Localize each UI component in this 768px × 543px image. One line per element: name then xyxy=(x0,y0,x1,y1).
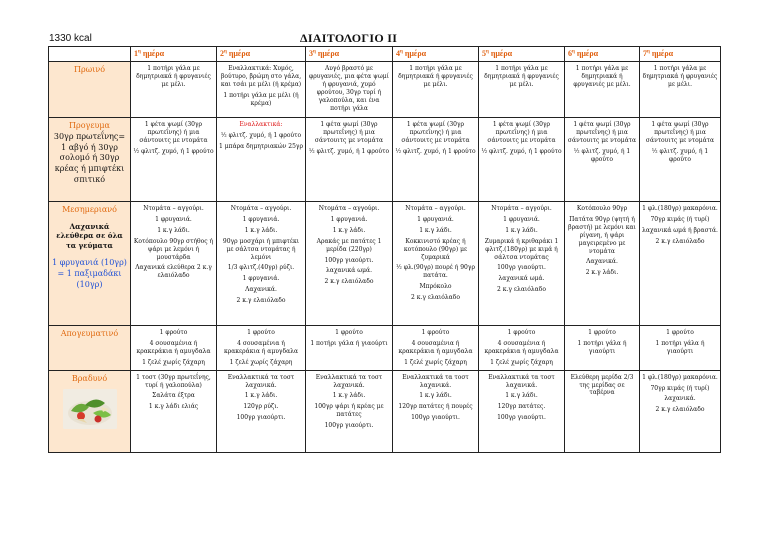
meal-cell: Ντομάτα – αγγούρι. 1 φρυγανιά. 1 κ.γ λάδι. 90γρ μοσχάρι ή μπιφτέκι με σάλτσα ντομάτας ή λεμόνι 1/3 φλιτζ.(40γρ) ρύζι. 1 φρυγανιά. Λαχανικά. 2 κ.γ ελαιόλαδο xyxy=(217,202,306,326)
calorie-label: 1330 kcal xyxy=(49,33,92,44)
meal-cell: Εναλλακτικά τα τοστ λαχανικά. 1 κ.γ λάδι. 120γρ πατάτες. 100γρ γιαούρτι. xyxy=(479,370,565,452)
meal-cell: Αυγό βραστό με φρυγανιές, μια φέτα ψωμί ή φρυγανιά, χυμό φρούτου, 30γρ τυρί ή γαλοπούλα, και ένα ποτήρι γάλα xyxy=(306,62,393,118)
meal-row-afternoon xyxy=(49,326,721,371)
meal-cell: Ντομάτα – αγγούρι. 1 φρυγανιά. 1 κ.γ λάδι. Κοτόπουλο 90γρ στήθος ή ψάρι με λεμόνι ή μουστάρδα Λαχανικά ελεύθερα 2 κ.γ ελαιόλαδο xyxy=(131,202,217,326)
meal-cell: 1 φέτα ψωμί (30γρ πρωτεΐνης) ή μια σάντουιτς με ντομάτα ½ φλιτζ. χυμό, ή 1 φρούτο xyxy=(306,118,393,202)
header-row xyxy=(49,47,721,62)
meal-label: Απογευματινό xyxy=(49,326,131,371)
meal-cell: Ντομάτα – αγγούρι. 1 φρυγανιά. 1 κ.γ λάδι. Αρακάς με πατάτες 1 μερίδα (220γρ) 100γρ γιαούρτι. λαχανικά ωμά. 2 κ.γ ελαιόλαδο xyxy=(306,202,393,326)
page-title: ΔΙΑΙΤΟΛΟΓΙΟ ΙΙ xyxy=(300,31,398,45)
meal-cell: Εναλλακτικά τα τοστ λαχανικά. 1 κ.γ λάδι. 120γρ πατάτες ή πουρές 100γρ γιαούρτι. xyxy=(393,370,479,452)
salad-image-icon xyxy=(63,389,117,429)
day-header: $1^\eta$ ημέρα xyxy=(131,47,217,62)
meal-cell: 1 φέτα ψωμί (30γρ πρωτεΐνης) ή μια σάντουιτς με ντομάτα ½ φλιτζ. χυμό, ή 1 φρούτο xyxy=(565,118,640,202)
meal-row-snack xyxy=(49,118,721,202)
meal-cell: 1 ποτήρι γάλα με δημητριακά ή φρυγανιές με μέλι. xyxy=(565,62,640,118)
meal-cell: 1 φλ.(180γρ) μακαρόνια. 70γρ κιμάς (ή τυρί) λαχανικά ωμά ή βραστά. 2 κ.γ ελαιόλαδο xyxy=(640,202,721,326)
meal-cell: 1 φρούτο 4 σουσαμένια ή κρακεράκια ή αμυγδαλα 1 ζελέ χωρίς ζάχαρη xyxy=(131,326,217,371)
day-header: $2^\eta$ ημέρα xyxy=(217,47,306,62)
meal-cell: 1 φρούτο 1 ποτήρι γάλα ή γιαούρτι xyxy=(565,326,640,371)
meal-cell: 1 ποτήρι γάλα με δημητριακά ή φρυγανιές με μέλι. xyxy=(131,62,217,118)
meal-cell: 1 ποτήρι γάλα με δημητριακά ή φρυγανιές με μέλι. xyxy=(640,62,721,118)
header-corner xyxy=(49,47,131,62)
meal-row-breakfast xyxy=(49,62,721,118)
meal-label: Βραδυνό xyxy=(49,370,131,452)
salad-photo xyxy=(63,389,117,429)
meal-cell: 1 φέτα ψωμί (30γρ πρωτεΐνης) ή μια σάντουιτς με ντομάτα ½ φλιτζ. χυμό, ή 1 φρούτο xyxy=(131,118,217,202)
meal-cell: 1 φρούτο 4 σουσαμένια ή κρακεράκια ή αμυγδαλα 1 ζελέ χωρίς ζάχαρη xyxy=(479,326,565,371)
meal-cell: 1 φρούτο 4 σουσαμένια ή κρακεράκια ή αμυγδαλα 1 ζελέ χωρίς ζάχαρη xyxy=(217,326,306,371)
meal-label: Προγευμα 30γρ πρωτεΐνης= 1 αβγό ή 30γρ σολομό ή 30γρ κρέας ή μπιφτέκι σπιτικό xyxy=(49,118,131,202)
meal-cell: Εναλλακτικά τα τοστ λαχανικά. 1 κ.γ λάδι. 100γρ ψάρι ή κρέας με πατάτες 100γρ γιαούρτι. xyxy=(306,370,393,452)
meal-cell: 1 ποτήρι γάλα με δημητριακά ή φρυγανιές με μέλι. xyxy=(393,62,479,118)
meal-cell: Εναλλακτικά: Χυμός, βούτυρο, βρώμη στο γάλα, και τσάι με μέλι (ή κρέμα) 1 ποτήρι γάλα με μέλι (ή κρέμα) xyxy=(217,62,306,118)
meal-label: Μεσημεριανό Λαχανικά ελεύθερα σε όλα τα γεύματα 1 φρυγανιά (10γρ) = 1 παξιμαδάκι (10γρ) xyxy=(49,202,131,326)
diet-table xyxy=(48,46,721,453)
meal-cell: 1 φλ.(180γρ) μακαρόνια. 70γρ κιμάς (ή τυρί) λαχανικά. 2 κ.γ ελαιόλαδο xyxy=(640,370,721,452)
meal-cell: Ντομάτα – αγγούρι. 1 φρυγανιά. 1 κ.γ λάδι. Ζυμαρικά ή κριθαράκι 1 φλιτζ.(180γρ) με κιμά ή σάλτσα ντομάτας 100γρ γιαούρτι. λαχανικά ωμά. 2 κ.γ ελαιόλαδο xyxy=(479,202,565,326)
day-header: $4^\eta$ ημέρα xyxy=(393,47,479,62)
day-header: $3^\eta$ ημέρα xyxy=(306,47,393,62)
meal-cell: 1 τοστ (30γρ πρωτεΐνης, τυρί ή γαλοπούλα) Σαλάτα έξτρα 1 κ.γ λάδι ελιάς xyxy=(131,370,217,452)
meal-cell: 1 φρούτο 1 ποτήρι γάλα ή γιαούρτι xyxy=(306,326,393,371)
meal-cell: 1 φέτα ψωμί (30γρ πρωτεΐνης) ή μια σάντουιτς με ντομάτα ½ φλιτζ. χυμό, ή 1 φρούτο xyxy=(640,118,721,202)
meal-row-lunch xyxy=(49,202,721,326)
day-header: $7^\eta$ ημέρα xyxy=(640,47,721,62)
day-header: $5^\eta$ ημέρα xyxy=(479,47,565,62)
meal-row-dinner xyxy=(49,370,721,452)
meal-cell: Ελεύθερη μερίδα 2/3 της μερίδας σε ταβέρνα xyxy=(565,370,640,452)
meal-cell: Κοτόπουλο 90γρ Πατάτα 90γρ (ψητή ή βραστή) με λεμόνι και ρίγανη, ή ψάρι μαγειρεμένο με ντομάτα Λαχανικά. 2 κ.γ λάδι. xyxy=(565,202,640,326)
meal-cell: Εναλλακτικά: ½ φλιτζ. χυμό, ή 1 φρούτο 1 μπάρα δημητριακών 25γρ xyxy=(217,118,306,202)
meal-cell: 1 ποτήρι γάλα με δημητριακά ή φρυγανιές με μέλι. xyxy=(479,62,565,118)
meal-cell: 1 φρούτο 1 ποτήρι γάλα ή γιαούρτι xyxy=(640,326,721,371)
meal-cell: 1 φρούτο 4 σουσαμένια ή κρακεράκια ή αμυγδαλα 1 ζελέ χωρίς ζάχαρη xyxy=(393,326,479,371)
meal-label: Πρωινό xyxy=(49,62,131,118)
meal-cell: Εναλλακτικά τα τοστ λαχανικά. 1 κ.γ λάδι. 120γρ ρύζι. 100γρ γιαούρτι. xyxy=(217,370,306,452)
day-header: $6^\eta$ ημέρα xyxy=(565,47,640,62)
meal-cell: Ντομάτα – αγγούρι. 1 φρυγανιά. 1 κ.γ λάδι. Κοκκινιστό κρέας ή κοτόπουλο (90γρ) με ζυμαρικά ½ φλ.(90γρ) πουρέ ή 90γρ πατάτα. Μπρόκολο 2 κ.γ ελαιόλαδο xyxy=(393,202,479,326)
meal-cell: 1 φέτα ψωμί (30γρ πρωτεΐνης) ή μια σάντουιτς με ντομάτα ½ φλιτζ. χυμό, ή 1 φρούτο xyxy=(479,118,565,202)
meal-cell: 1 φέτα ψωμί (30γρ πρωτεΐνης) ή μια σάντουιτς με ντομάτα ½ φλιτζ. χυμό, ή 1 φρούτο xyxy=(393,118,479,202)
